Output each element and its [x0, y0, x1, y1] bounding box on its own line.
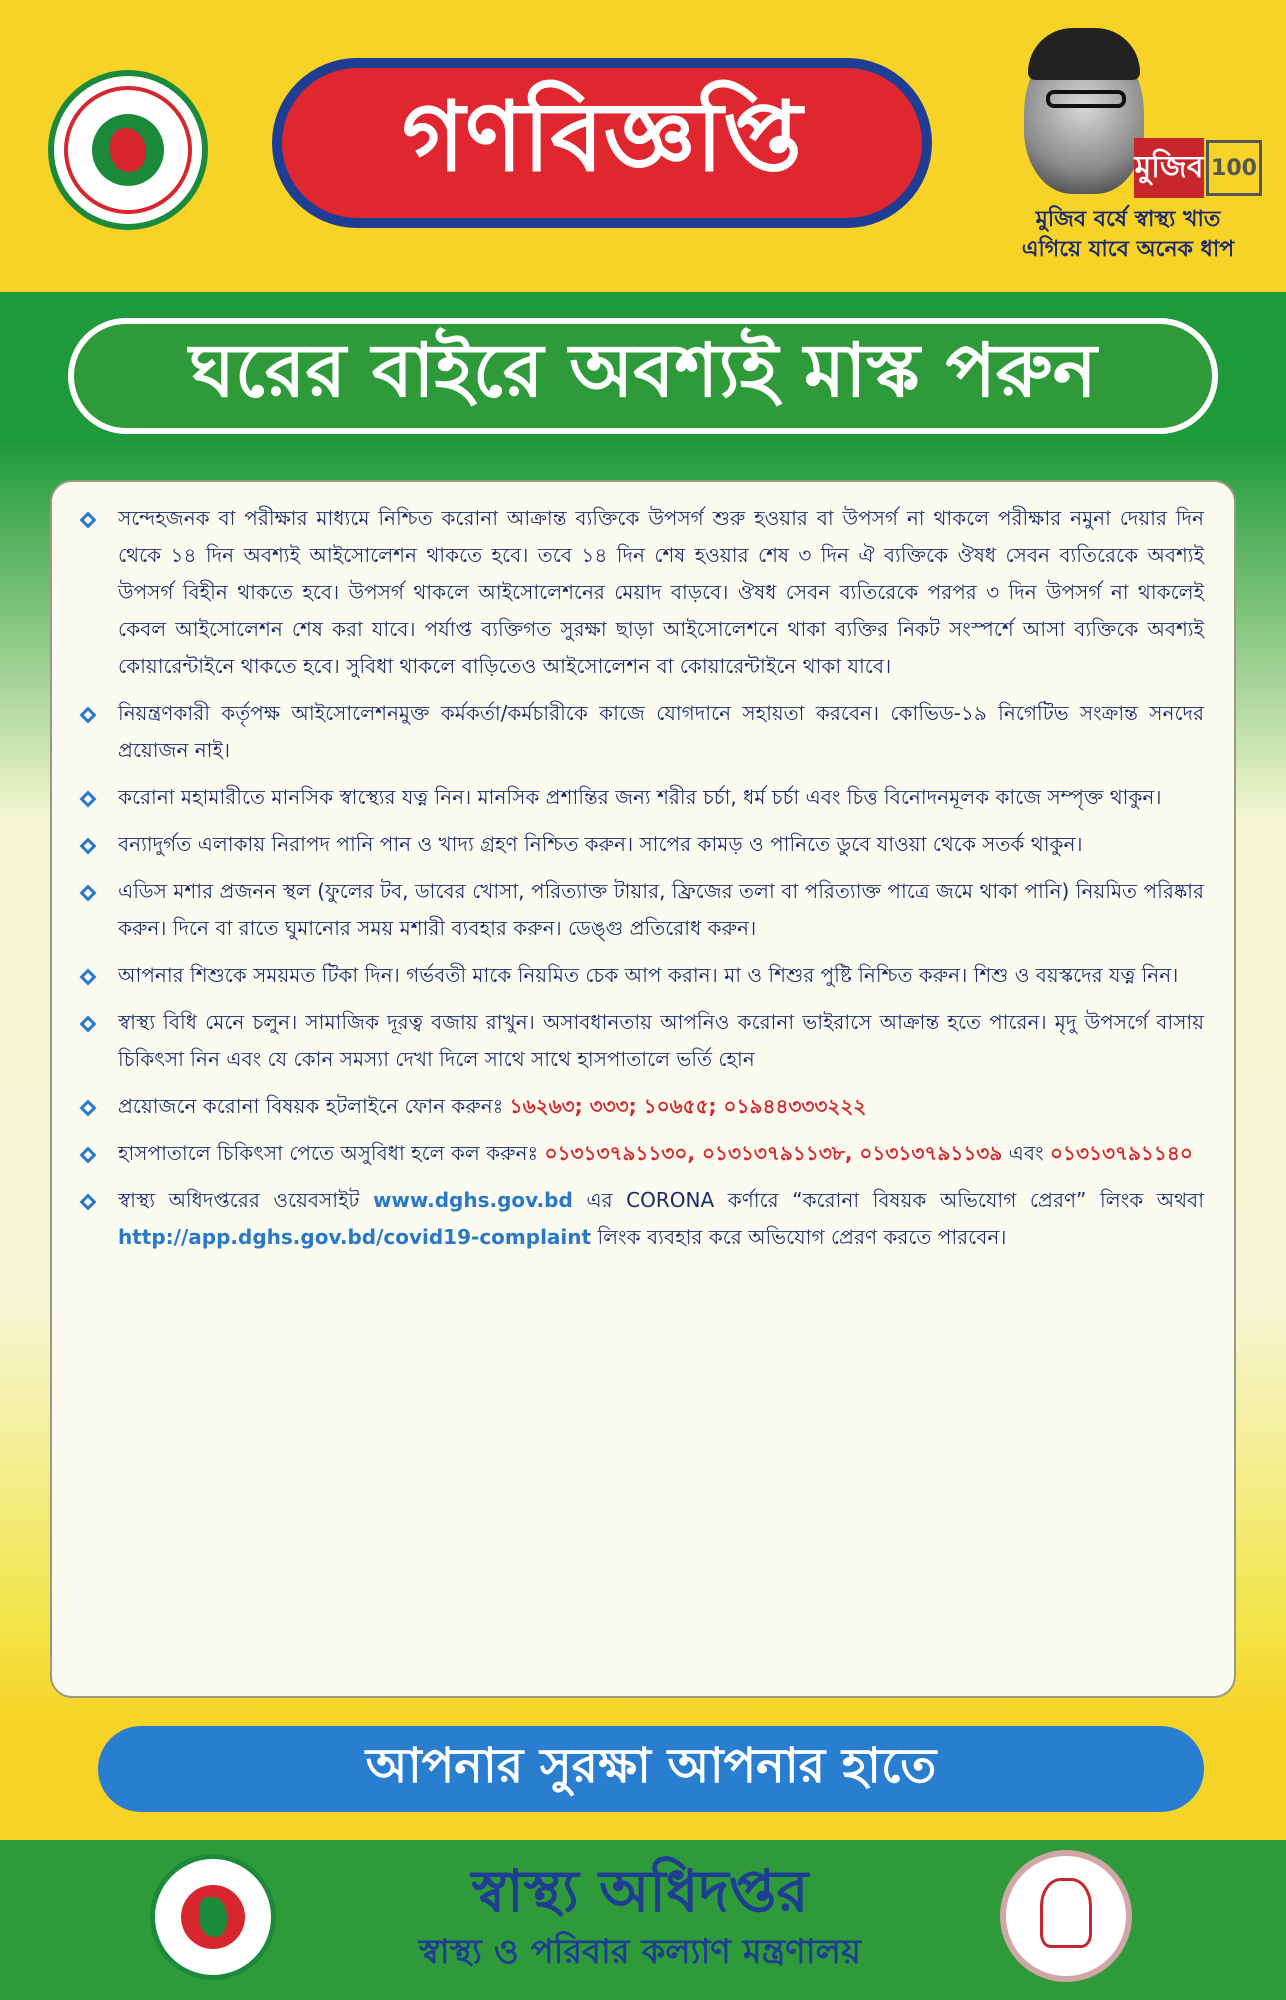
website-link[interactable]: www.dghs.gov.bd — [372, 1188, 573, 1212]
diamond-bullet-icon — [80, 1016, 97, 1033]
mujib-100-badge: 100 — [1206, 140, 1262, 196]
notice-text: করোনা মহামারীতে মানসিক স্বাস্থ্যের যত্ন নিন। মানসিক প্রশান্তির জন্য শরীর চর্চা, ধর্ম চর্চা এবং চিত্ত বিনোদনমূলক কাজে সম্পৃক্ত থাকুন। — [118, 785, 1162, 809]
hospital-last-number: ০১৩১৩৭৯১১৪০ — [1049, 1141, 1193, 1165]
notice-text: সন্দেহজনক বা পরীক্ষার মাধ্যমে নিশ্চিত করোনা আক্রান্ত ব্যক্তিকে উপসর্গ শুরু হওয়ার বা উপসর্গ না থাকলে পরীক্ষার নমুনা দেয়ার দিন থেকে ১৪ দিন অবশ্যই আইসোলেশন থাকতে হবে। তবে ১৪ দিন শেষ হওয়ার শেষ ৩ দিন ঐ ব্যক্তিকে ঔষধ সেবন ব্যতিরেকে অবশ্যই উপসর্গ বিহীন থাকতে হবে। উপসর্গ থাকলে আইসোলেশনের মেয়াদ বাড়বে। ঔষধ সেবন ব্যতিরেকে পরপর ৩ দিন উপসর্গ না থাকলেই কেবল আইসোলেশন শেষ করা যাবে। পর্যাপ্ত ব্যক্তিগত সুরক্ষা ছাড়া আইসোলেশনে থাকা ব্যক্তির নিকট সংস্পর্শে আসা ব্যক্তিকে অবশ্যই কোয়ারেন্টাইনে থাকতে হবে। সুবিধা থাকলে বাড়িতেও আইসোলেশন বা কোয়ারেন্টাইনে থাকা যাবে। — [118, 506, 1204, 678]
mask-headline: ঘরের বাইরে অবশ্যই মাস্ক পরুন — [68, 318, 1218, 434]
website-suffix: লিংক ব্যবহার করে অভিযোগ প্রেরণ করতে পারবেন। — [597, 1225, 1007, 1249]
website-prefix: স্বাস্থ্য অধিদপ্তরের ওয়েবসাইট — [118, 1188, 360, 1212]
government-seal-icon — [48, 70, 208, 230]
diamond-bullet-icon — [80, 885, 97, 902]
slogan-line-1: মুজিব বর্ষে স্বাস্থ্য খাত — [1035, 207, 1221, 232]
list-item — [78, 1004, 1204, 1078]
ministry-name: স্বাস্থ্য ও পরিবার কল্যাণ মন্ত্রণালয় — [419, 1932, 861, 1972]
slogan-line-2: এগিয়ে যাবে অনেক ধাপ — [1021, 237, 1235, 262]
dghs-seal-icon — [150, 1854, 276, 1980]
notice-text: স্বাস্থ্য বিধি মেনে চলুন। সামাজিক দূরত্ব বজায় রাখুন। অসাবধানতায় আপনিও করোনা ভাইরাসে আক্রান্ত হতে পারেন। মৃদু উপসর্গে বাসায় চিকিৎসা নিন এবং যে কোন সমস্যা দেখা দিলে সাথে সাথে হাসপাতালে ভর্তি হোন — [118, 1010, 1204, 1071]
diamond-bullet-icon — [80, 1194, 97, 1211]
mujib-badge: মুজিব — [1134, 138, 1204, 198]
health-logo-icon — [1000, 1850, 1132, 1982]
portrait-image — [1002, 20, 1264, 204]
hotline-numbers: ১৬২৬৩; ৩৩৩; ১০৬৫৫; ০১৯৪৪৩৩৩২২২ — [509, 1094, 867, 1118]
title-pill — [272, 58, 932, 228]
diamond-bullet-icon — [80, 707, 97, 724]
list-item — [78, 695, 1204, 769]
department-name: স্বাস্থ্য অধিদপ্তর — [471, 1857, 809, 1925]
complaint-link[interactable]: http://app.dghs.gov.bd/covid19-complaint — [118, 1225, 592, 1249]
website-item — [78, 1182, 1204, 1256]
hotline-label: প্রয়োজনে করোনা বিষয়ক হটলাইনে ফোন করুনঃ — [118, 1094, 504, 1118]
notice-text: আপনার শিশুকে সময়মত টিকা দিন। গর্ভবতী মাকে নিয়মিত চেক আপ করান। মা ও শিশুর পুষ্টি নিশ্চিত করুন। শিশু ও বয়স্কদের যত্ন নিন। — [118, 963, 1179, 987]
diamond-bullet-icon — [80, 791, 97, 808]
hospital-and: এবং — [1008, 1141, 1044, 1165]
diamond-bullet-icon — [80, 838, 97, 855]
list-item — [78, 826, 1204, 863]
list-item — [78, 500, 1204, 685]
notice-text: নিয়ন্ত্রণকারী কর্তৃপক্ষ আইসোলেশনমুক্ত কর্মকর্তা/কর্মচারীকে কাজে যোগদানে সহায়তা করবেন। কোভিড-১৯ নিগেটিভ সংক্রান্ত সনদের প্রয়োজন নাই। — [118, 701, 1204, 762]
page-title: গণবিজ্ঞপ্তি — [282, 68, 922, 218]
diamond-bullet-icon — [80, 969, 97, 986]
diamond-bullet-icon — [80, 1100, 97, 1117]
notice-text: এডিস মশার প্রজনন স্থল (ফুলের টব, ডাবের খোসা, পরিত্যাক্ত টায়ার, ফ্রিজের তলা বা পরিত্যাক্ত পাত্রে জমে থাকা পানি) নিয়মিত পরিষ্কার করুন। দিনে বা রাতে ঘুমানোর সময় মশারী ব্যবহার করুন। ডেঙ্গু প্রতিরোধ করুন। — [118, 879, 1204, 940]
hotline-item — [78, 1088, 1204, 1125]
notice-text: বন্যাদুর্গত এলাকায় নিরাপদ পানি পান ও খাদ্য গ্রহণ নিশ্চিত করুন। সাপের কামড় ও পানিতে ডুবে যাওয়া থেকে সতর্ক থাকুন। — [118, 832, 1083, 856]
hospital-label: হাসপাতালে চিকিৎসা পেতে অসুবিধা হলে কল করুনঃ — [118, 1141, 539, 1165]
hospital-numbers: ০১৩১৩৭৯১১৩০, ০১৩১৩৭৯১১৩৮, ০১৩১৩৭৯১১৩৯ — [544, 1141, 1003, 1165]
diamond-bullet-icon — [80, 512, 97, 529]
notice-list — [50, 480, 1236, 1698]
diamond-bullet-icon — [80, 1147, 97, 1164]
list-item — [78, 957, 1204, 994]
slogan — [980, 205, 1276, 265]
list-item — [78, 873, 1204, 947]
website-middle: এর CORONA কর্ণারে “করোনা বিষয়ক অভিযোগ প্রেরণ” লিংক অথবা — [586, 1188, 1204, 1212]
hospital-contact-item — [78, 1135, 1204, 1172]
list-item — [78, 779, 1204, 816]
safety-banner: আপনার সুরক্ষা আপনার হাতে — [98, 1726, 1204, 1812]
